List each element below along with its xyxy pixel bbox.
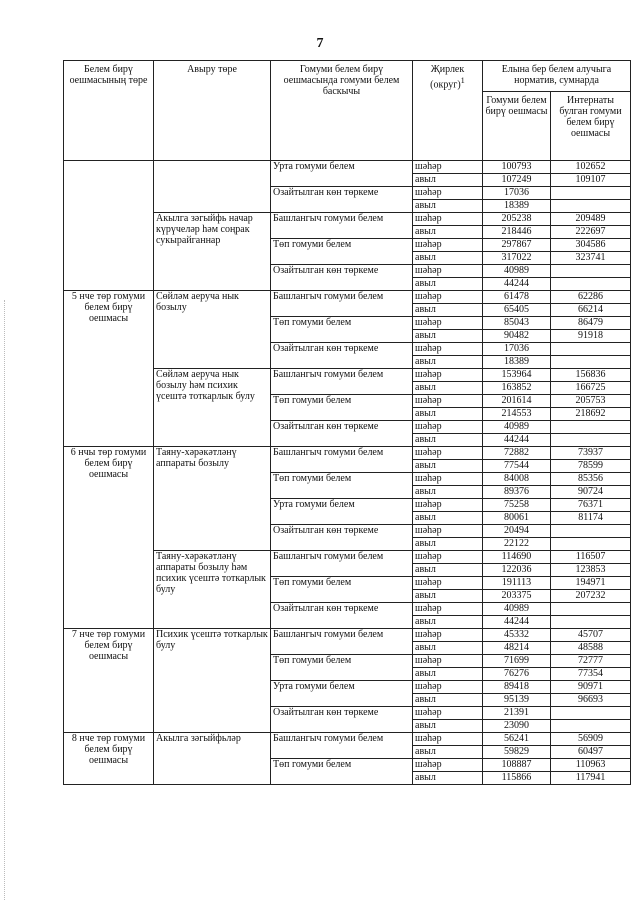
page-number: 7 [316,36,324,51]
settlement-cell: авыл [413,226,483,239]
norm-boarding-cell: 96693 [551,694,631,707]
norm-general-cell: 297867 [483,239,551,252]
settlement-cell: шәһәр [413,161,483,174]
norm-boarding-cell: 66214 [551,304,631,317]
settlement-cell: авыл [413,382,483,395]
norm-boarding-cell [551,200,631,213]
table-row [64,629,631,642]
education-level-cell: Башлангыч гомуми белем [271,213,413,239]
norm-general-cell: 40989 [483,603,551,616]
settlement-cell: авыл [413,200,483,213]
norm-general-cell: 100793 [483,161,551,174]
norm-boarding-cell [551,343,631,356]
norm-general-cell: 80061 [483,512,551,525]
settlement-cell: шәһәр [413,239,483,252]
norm-boarding-cell: 72777 [551,655,631,668]
settlement-cell: шәһәр [413,551,483,564]
norm-general-cell: 84008 [483,473,551,486]
education-level-cell: Төп гомуми белем [271,759,413,785]
norm-general-cell: 18389 [483,356,551,369]
table-row [64,447,631,460]
norm-general-cell: 89376 [483,486,551,499]
table-row [64,161,631,174]
norm-boarding-cell: 205753 [551,395,631,408]
norm-general-cell: 21391 [483,707,551,720]
header-norm-general: Гомуми белем бирү оешмасы [483,92,551,161]
norm-general-cell: 85043 [483,317,551,330]
norm-boarding-cell [551,603,631,616]
norm-boarding-cell: 222697 [551,226,631,239]
education-level-cell: Башлангыч гомуми белем [271,369,413,395]
norm-boarding-cell [551,538,631,551]
settlement-cell: шәһәр [413,369,483,382]
norm-boarding-cell: 323741 [551,252,631,265]
settlement-cell: авыл [413,772,483,785]
norm-general-cell: 191113 [483,577,551,590]
norm-boarding-cell: 194971 [551,577,631,590]
norm-general-cell: 20494 [483,525,551,538]
norm-general-cell: 71699 [483,655,551,668]
norm-boarding-cell: 76371 [551,499,631,512]
norm-general-cell: 214553 [483,408,551,421]
education-level-cell: Урта гомуми белем [271,681,413,707]
settlement-cell: шәһәр [413,707,483,720]
settlement-cell: авыл [413,252,483,265]
norm-general-cell: 107249 [483,174,551,187]
norm-general-cell: 317022 [483,252,551,265]
norm-general-cell: 17036 [483,187,551,200]
norm-table-body [64,161,631,785]
norm-general-cell: 56241 [483,733,551,746]
norm-general-cell: 72882 [483,447,551,460]
settlement-cell: шәһәр [413,291,483,304]
settlement-cell: шәһәр [413,525,483,538]
education-level-cell: Озайтылган көн төркеме [271,603,413,629]
norm-general-cell: 59829 [483,746,551,759]
education-level-cell: Озайтылган көн төркеме [271,265,413,291]
settlement-cell: шәһәр [413,473,483,486]
settlement-cell: шәһәр [413,733,483,746]
norm-boarding-cell [551,421,631,434]
norm-boarding-cell [551,356,631,369]
norm-general-cell: 45332 [483,629,551,642]
norm-boarding-cell [551,187,631,200]
education-level-cell: Урта гомуми белем [271,499,413,525]
norm-general-cell: 44244 [483,278,551,291]
settlement-cell: шәһәр [413,681,483,694]
settlement-cell: авыл [413,356,483,369]
norm-boarding-cell: 73937 [551,447,631,460]
norm-boarding-cell: 110963 [551,759,631,772]
norm-boarding-cell: 48588 [551,642,631,655]
norm-general-cell: 65405 [483,304,551,317]
table-row [64,291,631,304]
settlement-cell: шәһәр [413,447,483,460]
education-level-cell: Озайтылган көн төркеме [271,525,413,551]
settlement-cell: авыл [413,460,483,473]
education-level-cell: Башлангыч гомуми белем [271,291,413,317]
norm-general-cell: 90482 [483,330,551,343]
norm-general-cell: 75258 [483,499,551,512]
norm-boarding-cell [551,720,631,733]
settlement-cell: шәһәр [413,577,483,590]
norm-boarding-cell [551,616,631,629]
school-kind-cell: 8 нче төр гомуми белем бирү оешмасы [64,733,154,785]
table-row [64,733,631,746]
norm-boarding-cell: 156836 [551,369,631,382]
disease-type-cell: Таяну-хәрәкәтләнү аппараты бозылу [154,447,271,551]
disease-type-cell: Акылга зәгыйфьләр [154,733,271,785]
settlement-cell: авыл [413,720,483,733]
settlement-cell: авыл [413,668,483,681]
norm-general-cell: 163852 [483,382,551,395]
norm-boarding-cell: 86479 [551,317,631,330]
education-level-cell: Төп гомуми белем [271,395,413,421]
norm-boarding-cell: 109107 [551,174,631,187]
norm-general-cell: 89418 [483,681,551,694]
disease-type-cell: Акылга зәгыйфь начар күрүчеләр һәм соңрак сукырайганнар [154,213,271,291]
norm-boarding-cell: 218692 [551,408,631,421]
norm-general-cell: 17036 [483,343,551,356]
settlement-cell: авыл [413,408,483,421]
norm-boarding-cell: 78599 [551,460,631,473]
settlement-cell: авыл [413,694,483,707]
settlement-cell: авыл [413,330,483,343]
norm-boarding-cell [551,278,631,291]
norm-boarding-cell [551,707,631,720]
norm-boarding-cell [551,525,631,538]
disease-type-cell: Таяну-хәрәкәтләнү аппараты бозылу һәм психик үсештә тоткарлык булу [154,551,271,629]
header-norm-boarding: Интернаты булган гомуми белем бирү оешмасы [551,92,631,161]
header-level: Гомуми белем бирү оешмасында гомуми белем баскычы [271,61,413,161]
settlement-cell: шәһәр [413,213,483,226]
norm-general-cell: 153964 [483,369,551,382]
settlement-cell: авыл [413,746,483,759]
education-level-cell: Башлангыч гомуми белем [271,551,413,577]
norm-general-cell: 76276 [483,668,551,681]
education-level-cell: Озайтылган көн төркеме [271,343,413,369]
disease-type-cell [154,161,271,213]
norm-general-cell: 44244 [483,434,551,447]
norm-boarding-cell: 85356 [551,473,631,486]
norm-boarding-cell [551,434,631,447]
norm-boarding-cell: 60497 [551,746,631,759]
education-level-cell: Төп гомуми белем [271,473,413,499]
norm-general-cell: 108887 [483,759,551,772]
norm-general-cell: 44244 [483,616,551,629]
norm-general-cell: 218446 [483,226,551,239]
settlement-cell: шәһәр [413,603,483,616]
norm-boarding-cell: 77354 [551,668,631,681]
norm-general-cell: 40989 [483,421,551,434]
header-area-text: Җирлек (округ) [430,64,465,91]
settlement-cell: авыл [413,486,483,499]
settlement-cell: шәһәр [413,343,483,356]
norm-general-cell: 40989 [483,265,551,278]
header-type: Авыру төре [154,61,271,161]
education-level-cell: Озайтылган көн төркеме [271,421,413,447]
settlement-cell: авыл [413,304,483,317]
norm-boarding-cell: 207232 [551,590,631,603]
school-kind-cell: 6 нчы төр гомуми белем бирү оешмасы [64,447,154,629]
norm-general-cell: 205238 [483,213,551,226]
norm-boarding-cell: 117941 [551,772,631,785]
norm-boarding-cell: 56909 [551,733,631,746]
education-level-cell: Башлангыч гомуми белем [271,733,413,759]
norm-boarding-cell: 81174 [551,512,631,525]
settlement-cell: шәһәр [413,629,483,642]
settlement-cell: авыл [413,564,483,577]
norm-general-cell: 23090 [483,720,551,733]
header-area [413,61,483,161]
norm-general-cell: 61478 [483,291,551,304]
norm-boarding-cell: 90724 [551,486,631,499]
norm-general-cell: 22122 [483,538,551,551]
norm-boarding-cell: 90971 [551,681,631,694]
norm-general-cell: 114690 [483,551,551,564]
school-kind-cell: 5 нче төр гомуми белем бирү оешмасы [64,291,154,447]
education-level-cell: Башлангыч гомуми белем [271,447,413,473]
school-kind-cell: 7 нче төр гомуми белем бирү оешмасы [64,629,154,733]
education-level-cell: Төп гомуми белем [271,577,413,603]
norm-general-cell: 115866 [483,772,551,785]
norm-boarding-cell: 166725 [551,382,631,395]
education-level-cell: Башлангыч гомуми белем [271,629,413,655]
settlement-cell: шәһәр [413,187,483,200]
norm-general-cell: 48214 [483,642,551,655]
education-level-cell: Төп гомуми белем [271,317,413,343]
education-level-cell: Төп гомуми белем [271,239,413,265]
education-level-cell: Төп гомуми белем [271,655,413,681]
settlement-cell: авыл [413,174,483,187]
norm-boarding-cell: 45707 [551,629,631,642]
norm-boarding-cell [551,265,631,278]
norm-boarding-cell: 91918 [551,330,631,343]
norm-general-cell: 122036 [483,564,551,577]
disease-type-cell: Психик үсештә тоткарлык булу [154,629,271,733]
norm-boarding-cell: 304586 [551,239,631,252]
education-level-cell: Урта гомуми белем [271,161,413,187]
norm-general-cell: 95139 [483,694,551,707]
norm-boarding-cell: 209489 [551,213,631,226]
settlement-cell: авыл [413,538,483,551]
settlement-cell: шәһәр [413,265,483,278]
norm-boarding-cell: 62286 [551,291,631,304]
norm-table [63,60,631,785]
settlement-cell: авыл [413,434,483,447]
norm-general-cell: 18389 [483,200,551,213]
settlement-cell: авыл [413,642,483,655]
norm-boarding-cell: 116507 [551,551,631,564]
education-level-cell: Озайтылган көн төркеме [271,187,413,213]
settlement-cell: авыл [413,512,483,525]
norm-general-cell: 77544 [483,460,551,473]
header-norm: Елына бер белем алучыга норматив, сумнарда [483,61,631,92]
settlement-cell: шәһәр [413,317,483,330]
settlement-cell: авыл [413,278,483,291]
disease-type-cell: Сөйләм аеруча нык бозылу һәм психик үсештә тоткарлык булу [154,369,271,447]
norm-boarding-cell: 102652 [551,161,631,174]
settlement-cell: шәһәр [413,395,483,408]
settlement-cell: авыл [413,616,483,629]
school-kind-cell [64,161,154,291]
settlement-cell: шәһәр [413,655,483,668]
header-area-footnote: 1 [460,76,465,85]
norm-general-cell: 203375 [483,590,551,603]
settlement-cell: шәһәр [413,759,483,772]
header-kind: Белем бирү оешмасының төре [64,61,154,161]
settlement-cell: шәһәр [413,421,483,434]
norm-general-cell: 201614 [483,395,551,408]
disease-type-cell: Сөйләм аеруча нык бозылу [154,291,271,369]
settlement-cell: авыл [413,590,483,603]
margin-rule [4,300,6,900]
settlement-cell: шәһәр [413,499,483,512]
norm-boarding-cell: 123853 [551,564,631,577]
education-level-cell: Озайтылган көн төркеме [271,707,413,733]
